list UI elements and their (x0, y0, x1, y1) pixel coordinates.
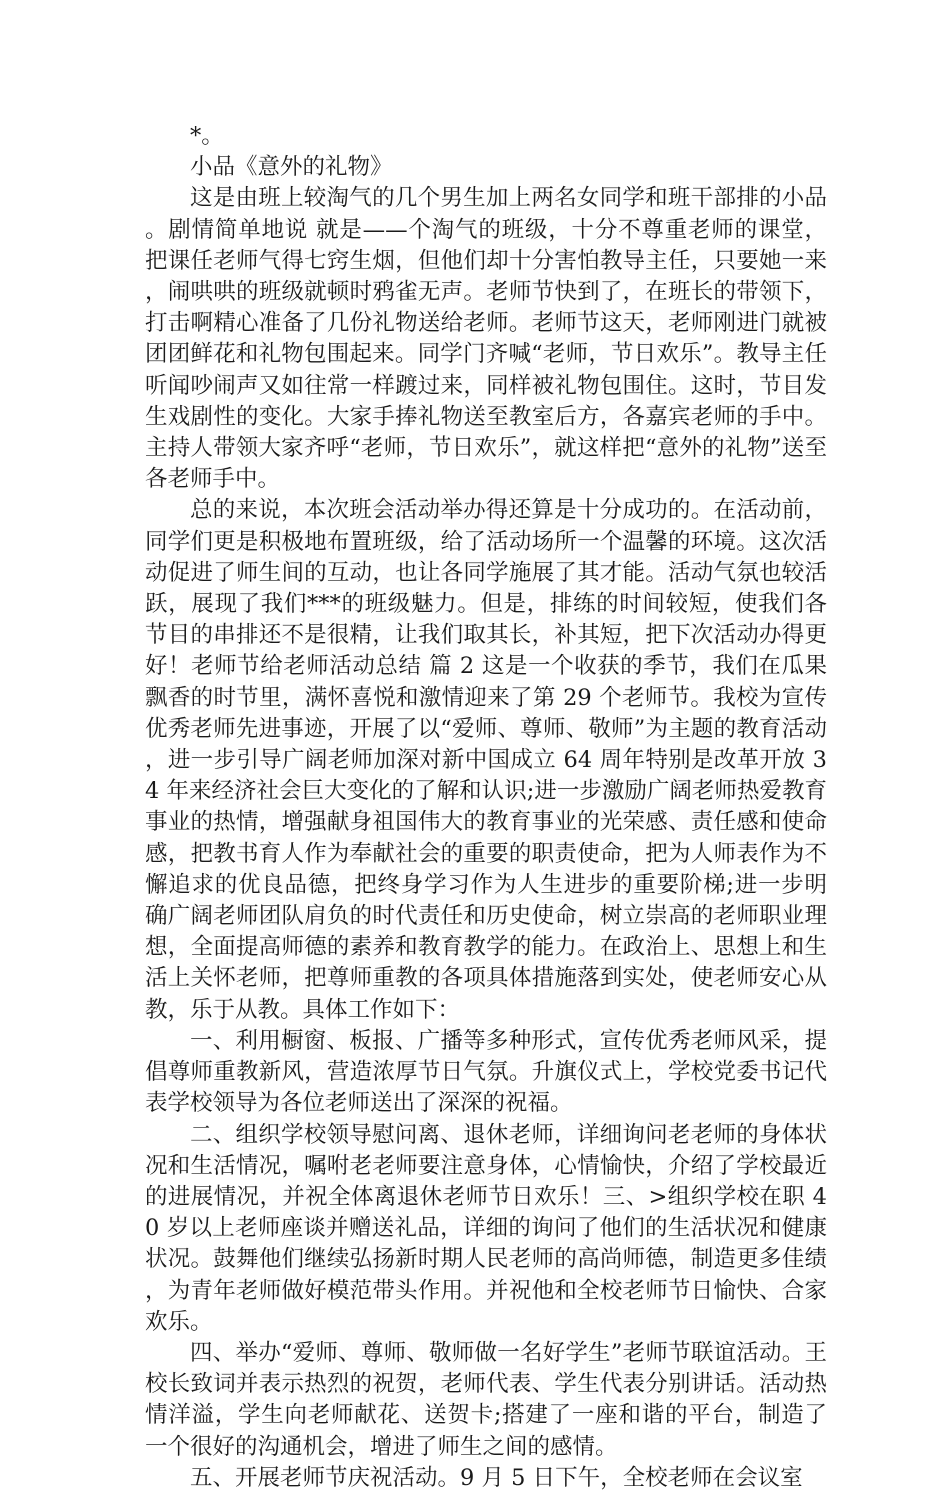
paragraph-summary: 总的来说，本次班会活动举办得还算是十分成功的。在活动前，同学们更是积极地布置班级，给了活动场所一个温馨的环境。这次活动促进了师生间的互动，也让各同学施展了其才能。活动气氛也较活跃，展现了我们***的班级魅力。但是，排练的时间较短，使我们各节目的串排还不是很精，让我们取其长，补其短，把下次活动办得更好！老师节给老师活动总结 篇 2 这是一个收获的季节，我们在瓜果飘香的时节里，满怀喜悦和激情迎来了第 29 个老师节。我校为宣传优秀老师先进事迹，开展了以“爱师、尊师、敬师”为主题的教育活动，进一步引导广阔老师加深对新中国成立 64 周年特别是改革开放 34 年来经济社会巨大变化的了解和认识;进一步激励广阔老师热爱教育事业的热情，增强献身祖国伟大的教育事业的光荣感、责任感和使命感，把教书育人作为奉献社会的重要的职责使命，把为人师表作为不懈追求的优良品德，把终身学习作为人生进步的重要阶梯;进一步明确广阔老师团队肩负的时代责任和历史使命，树立崇高的老师职业理想，全面提高师德的素养和教育教学的能力。在政治上、思想上和生活上关怀老师，把尊师重教的各项具体措施落到实处，使老师安心从教，乐于从教。具体工作如下： (145, 497, 827, 1023)
skit-title: 小品《意外的礼物》 (190, 154, 393, 181)
paragraph-item-2-3: 二、组织学校领导慰问离、退休老师，详细询问老老师的身体状况和生活情况，嘱咐老老师要注意身体，心情愉快，介绍了学校最近的进展情况，并祝全体离退休老师节日欢乐！三、>组织学校在职 40 岁以上老师座谈并赠送礼品，详细的询问了他们的生活状况和健康状况。鼓舞他们继续弘扬新时期人民老师的高尚师德，制造更多佳绩，为青年老师做好模范带头作用。并祝他和全校老师节日愉快、合家欢乐。 (145, 1121, 827, 1335)
document-body (145, 121, 827, 1494)
paragraph-item-4: 四、举办“爱师、尊师、敬师做一名好学生”老师节联谊活动。王校长致词并表示热烈的祝贺，老师代表、学生代表分别讲话。活动热情洋溢，学生向老师献花、送贺卡;搭建了一座和谐的平台，制造了一个很好的沟通机会，增进了师生之间的感情。 (145, 1339, 827, 1460)
paragraph-item-5: 五、开展老师节庆祝活动。9 月 5 日下午，全校老师在会议室 (190, 1464, 803, 1491)
paragraph-item-1: 一、利用橱窗、板报、广播等多种形式，宣传优秀老师风采，提倡尊师重教新风，营造浓厚节日气氛。升旗仪式上，学校党委书记代表学校领导为各位老师送出了深深的祝福。 (145, 1027, 827, 1117)
paragraph-fragment: *。 (190, 123, 224, 149)
paragraph-skit-description: 这是由班上较淘气的几个男生加上两名女同学和班干部排的小品。剧情简单地说 就是——个淘气的班级，十分不尊重老师的课堂，把课任老师气得七窍生烟，但他们却十分害怕教导主任，只要她一来，闹哄哄的班级就顿时鸦雀无声。老师节快到了，在班长的带领下，打击啊精心准备了几份礼物送给老师。老师节这天，老师刚进门就被团团鲜花和礼物包围起来。同学门齐喊“老师，节日欢乐”。教导主任听闻吵闹声又如往常一样踱过来，同样被礼物包围住。这时，节目发生戏剧性的变化。大家手捧礼物送至教室后方，各嘉宾老师的手中。主持人带领大家齐呼“老师，节日欢乐”，就这样把“意外的礼物”送至各老师手中。 (145, 185, 827, 493)
